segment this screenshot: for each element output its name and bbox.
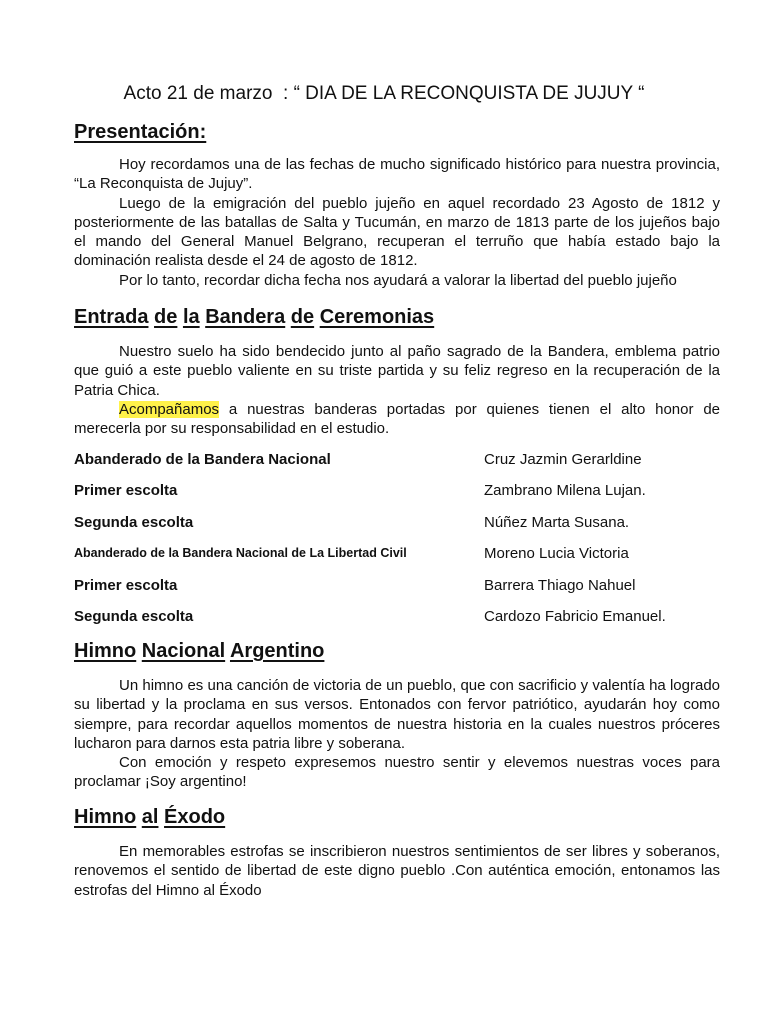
paragraph-rest: a nuestras banderas portadas por quienes tienen el alto honor de merecerla por su responsabilidad en el estudio. — [74, 400, 720, 438]
list-item — [74, 607, 720, 638]
student-name: Cruz Jazmin Gerarldine — [484, 451, 642, 468]
heading-word: Ceremonias — [319, 306, 435, 328]
highlighted-text: Acompañamos — [119, 400, 220, 418]
himno-exodo-heading — [74, 805, 225, 829]
heading-word: Entrada — [74, 306, 149, 328]
list-item — [74, 513, 720, 544]
heading-word: Bandera — [205, 306, 286, 328]
list-item — [74, 481, 720, 512]
himno-nacional-heading — [74, 639, 324, 663]
heading-word: de — [290, 306, 315, 328]
himno-nacional-body — [74, 676, 720, 792]
document-title: Acto 21 de marzo : “ DIA DE LA RECONQUISTA DE JUJUY “ — [123, 83, 645, 104]
paragraph: Un himno es una canción de victoria de un pueblo, que con sacrificio y valentía ha logrado su libertad y la proclama en sus versos. Entonados con fervor patriótico, ayudarán hoy como siempre, para recordar aquellos momentos de nuestra historia en la cuales nuestros próceres lucharon para darnos esta patria libre y soberana. — [74, 677, 720, 752]
heading-word: Himno — [74, 640, 137, 662]
role-label: Primer escolta — [74, 576, 178, 594]
heading-word: Nacional — [141, 640, 226, 662]
presentacion-heading — [74, 120, 206, 144]
role-label: Segunda escolta — [74, 607, 194, 625]
heading-word: la — [182, 306, 200, 328]
student-name: Moreno Lucia Victoria — [484, 545, 629, 563]
role-label: Abanderado de la Bandera Nacional de La Libertad Civil — [74, 546, 407, 561]
heading-word: Himno — [74, 806, 137, 828]
entrada-body — [74, 342, 720, 438]
role-label: Segunda escolta — [74, 513, 194, 531]
paragraph: Luego de la emigración del pueblo jujeño en aquel recordado 23 Agosto de 1812 y posteriormente de las batallas de Salta y Tucumán, en marzo de 1813 parte de los jujeños bajo el mando del General Manuel Belgrano, recuperan el terruño que había estado bajo la dominación realista desde el 24 de agosto de 1812. — [74, 194, 720, 270]
role-label: Abanderado de la Bandera Nacional — [74, 451, 331, 468]
list-item — [74, 544, 720, 575]
list-item — [74, 450, 720, 481]
student-name: Barrera Thiago Nahuel — [484, 576, 636, 594]
presentacion-body — [74, 155, 720, 290]
student-name: Cardozo Fabricio Emanuel. — [484, 607, 666, 625]
paragraph: Hoy recordamos una de las fechas de mucho significado histórico para nuestra provincia, “La Reconquista de Jujuy”. — [74, 156, 720, 193]
student-name: Zambrano Milena Lujan. — [484, 482, 646, 500]
entrada-heading — [74, 305, 434, 329]
role-label: Primer escolta — [74, 482, 178, 500]
himno-exodo-body — [74, 842, 720, 900]
paragraph: En memorables estrofas se inscribieron nuestros sentimientos de ser libres y soberanos, renovemos el sentido de libertad de este digno pueblo .Con auténtica emoción, entonamos las estrofas del Himno al Éxodo — [74, 843, 720, 899]
list-item — [74, 576, 720, 607]
paragraph: Nuestro suelo ha sido bendecido junto al paño sagrado de la Bandera, emblema patrio que guió a este pueblo valiente en su triste partida y su feliz regreso en la recuperación de la Patria Chica. — [74, 343, 720, 399]
flag-bearers-list — [74, 450, 720, 638]
presentacion-heading-text: Presentación: — [74, 121, 207, 143]
heading-word: al — [141, 806, 159, 828]
heading-word: Éxodo — [164, 806, 226, 828]
heading-word: Argentino — [229, 640, 325, 662]
paragraph — [74, 400, 720, 439]
paragraph: Con emoción y respeto expresemos nuestro sentir y elevemos nuestras voces para proclamar ¡Soy argentino! — [74, 754, 720, 791]
student-name: Núñez Marta Susana. — [484, 513, 630, 531]
heading-word: de — [154, 306, 178, 328]
paragraph: Por lo tanto, recordar dicha fecha nos ayudará a valorar la libertad del pueblo jujeño — [119, 271, 677, 289]
